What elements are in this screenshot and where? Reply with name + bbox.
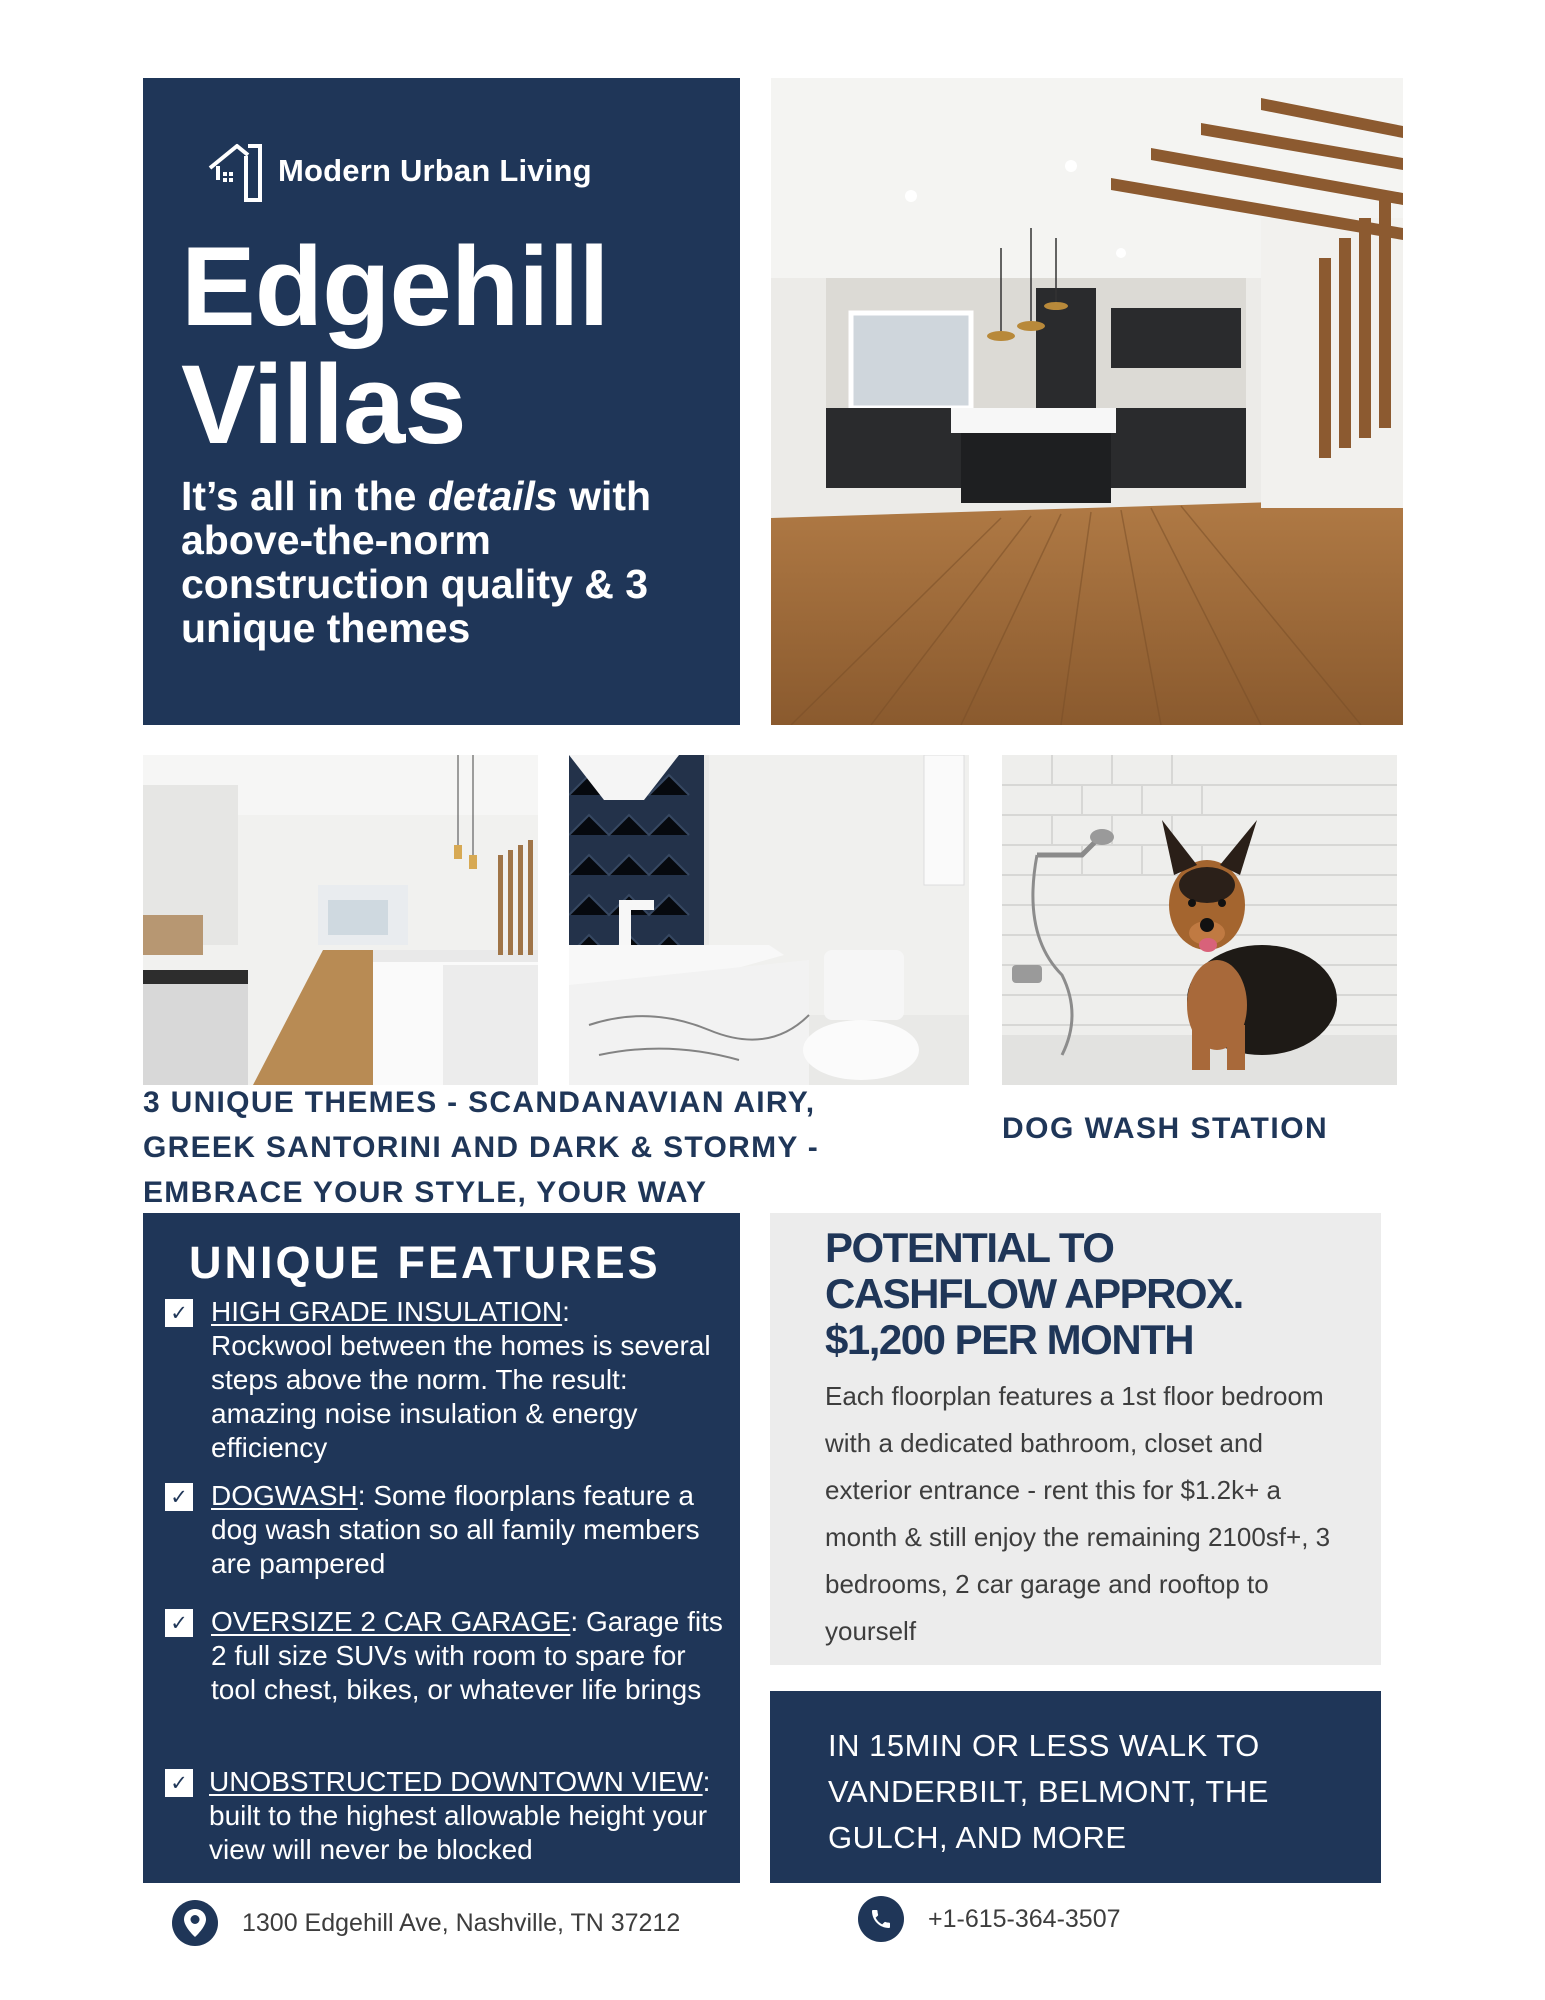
feature-dogwash <box>165 1479 725 1581</box>
feature-garage <box>165 1605 725 1707</box>
tagline-end: with above-the-norm construction quality & 3 unique themes <box>181 473 652 651</box>
phone-text[interactable]: +1-615-364-3507 <box>928 1904 1121 1933</box>
address-text: 1300 Edgehill Ave, Nashville, TN 37212 <box>242 1908 681 1937</box>
feature-text <box>211 1479 725 1581</box>
feature-separator: : <box>702 1766 711 1797</box>
checkbox-icon: ✓ <box>165 1769 193 1797</box>
feature-separator: : <box>570 1606 579 1637</box>
title-line-1: Edgehill <box>181 224 609 349</box>
title-line-2: Villas <box>181 342 466 467</box>
walkability-text: IN 15MIN OR LESS WALK TO VANDERBILT, BELMONT, THE GULCH, AND MORE <box>828 1728 1269 1855</box>
feature-text <box>211 1605 725 1707</box>
hero-tagline <box>181 474 721 650</box>
features-panel <box>143 1213 740 1883</box>
checkbox-icon: ✓ <box>165 1483 193 1511</box>
feature-view <box>165 1765 725 1867</box>
feature-insulation <box>165 1295 725 1465</box>
map-pin-icon <box>172 1900 218 1946</box>
brand-name: Modern Urban Living <box>278 153 592 188</box>
cashflow-panel <box>770 1213 1381 1665</box>
phone-icon <box>858 1896 904 1942</box>
footer-address <box>172 1900 680 1946</box>
features-title: UNIQUE FEATURES <box>189 1237 661 1288</box>
feature-body: Rockwool between the homes is several steps above the norm. The result: amazing noise insulation & energy efficiency <box>211 1330 711 1463</box>
feature-body: Some floorplans feature a dog wash station so all family members are pampered <box>211 1480 700 1579</box>
bathroom-vanity-photo <box>569 755 969 1085</box>
dog-wash-caption: DOG WASH STATION <box>1002 1112 1329 1145</box>
page-title <box>181 224 721 467</box>
cashflow-body: Each floorplan features a 1st floor bedroom with a dedicated bathroom, closet and exterior entrance - rent this for $1.2k+ a month & still enjoy the remaining 2100sf+, 3 bedrooms, 2 car garage and rooftop to yourself <box>825 1381 1331 1646</box>
feature-heading: HIGH GRADE INSULATION <box>211 1296 563 1327</box>
feature-heading: UNOBSTRUCTED DOWNTOWN VIEW <box>209 1766 703 1797</box>
checkbox-icon: ✓ <box>165 1609 193 1637</box>
checkbox-icon: ✓ <box>165 1299 193 1327</box>
feature-separator: : <box>562 1296 570 1327</box>
themes-caption: 3 UNIQUE THEMES - SCANDANAVIAN AIRY, GREEK SANTORINI AND DARK & STORMY - EMBRACE YOUR STYLE, YOUR WAY <box>143 1086 820 1209</box>
footer-phone[interactable] <box>858 1896 1121 1942</box>
brand <box>206 138 592 204</box>
feature-body: built to the highest allowable height your view will never be blocked <box>209 1800 708 1865</box>
house-icon <box>206 138 268 204</box>
kitchen-with-wood-slat-ceiling-photo <box>771 78 1403 725</box>
feature-heading: OVERSIZE 2 CAR GARAGE <box>211 1606 571 1637</box>
walkability-panel <box>770 1691 1381 1883</box>
tagline-emphasis: details <box>427 473 558 519</box>
feature-separator: : <box>357 1480 366 1511</box>
hero-panel <box>143 78 740 725</box>
tagline-start: It’s all in the <box>181 473 428 519</box>
feature-text <box>211 1295 725 1465</box>
feature-heading: DOGWASH <box>211 1480 358 1511</box>
feature-text <box>209 1765 725 1867</box>
white-kitchen-photo <box>143 755 538 1085</box>
feature-body: Garage fits 2 full size SUVs with room to spare for tool chest, bikes, or whatever life brings <box>211 1606 723 1705</box>
cashflow-title: POTENTIAL TO CASHFLOW APPROX. $1,200 PER MONTH <box>825 1224 1243 1363</box>
dog-wash-station-photo <box>1002 755 1397 1085</box>
